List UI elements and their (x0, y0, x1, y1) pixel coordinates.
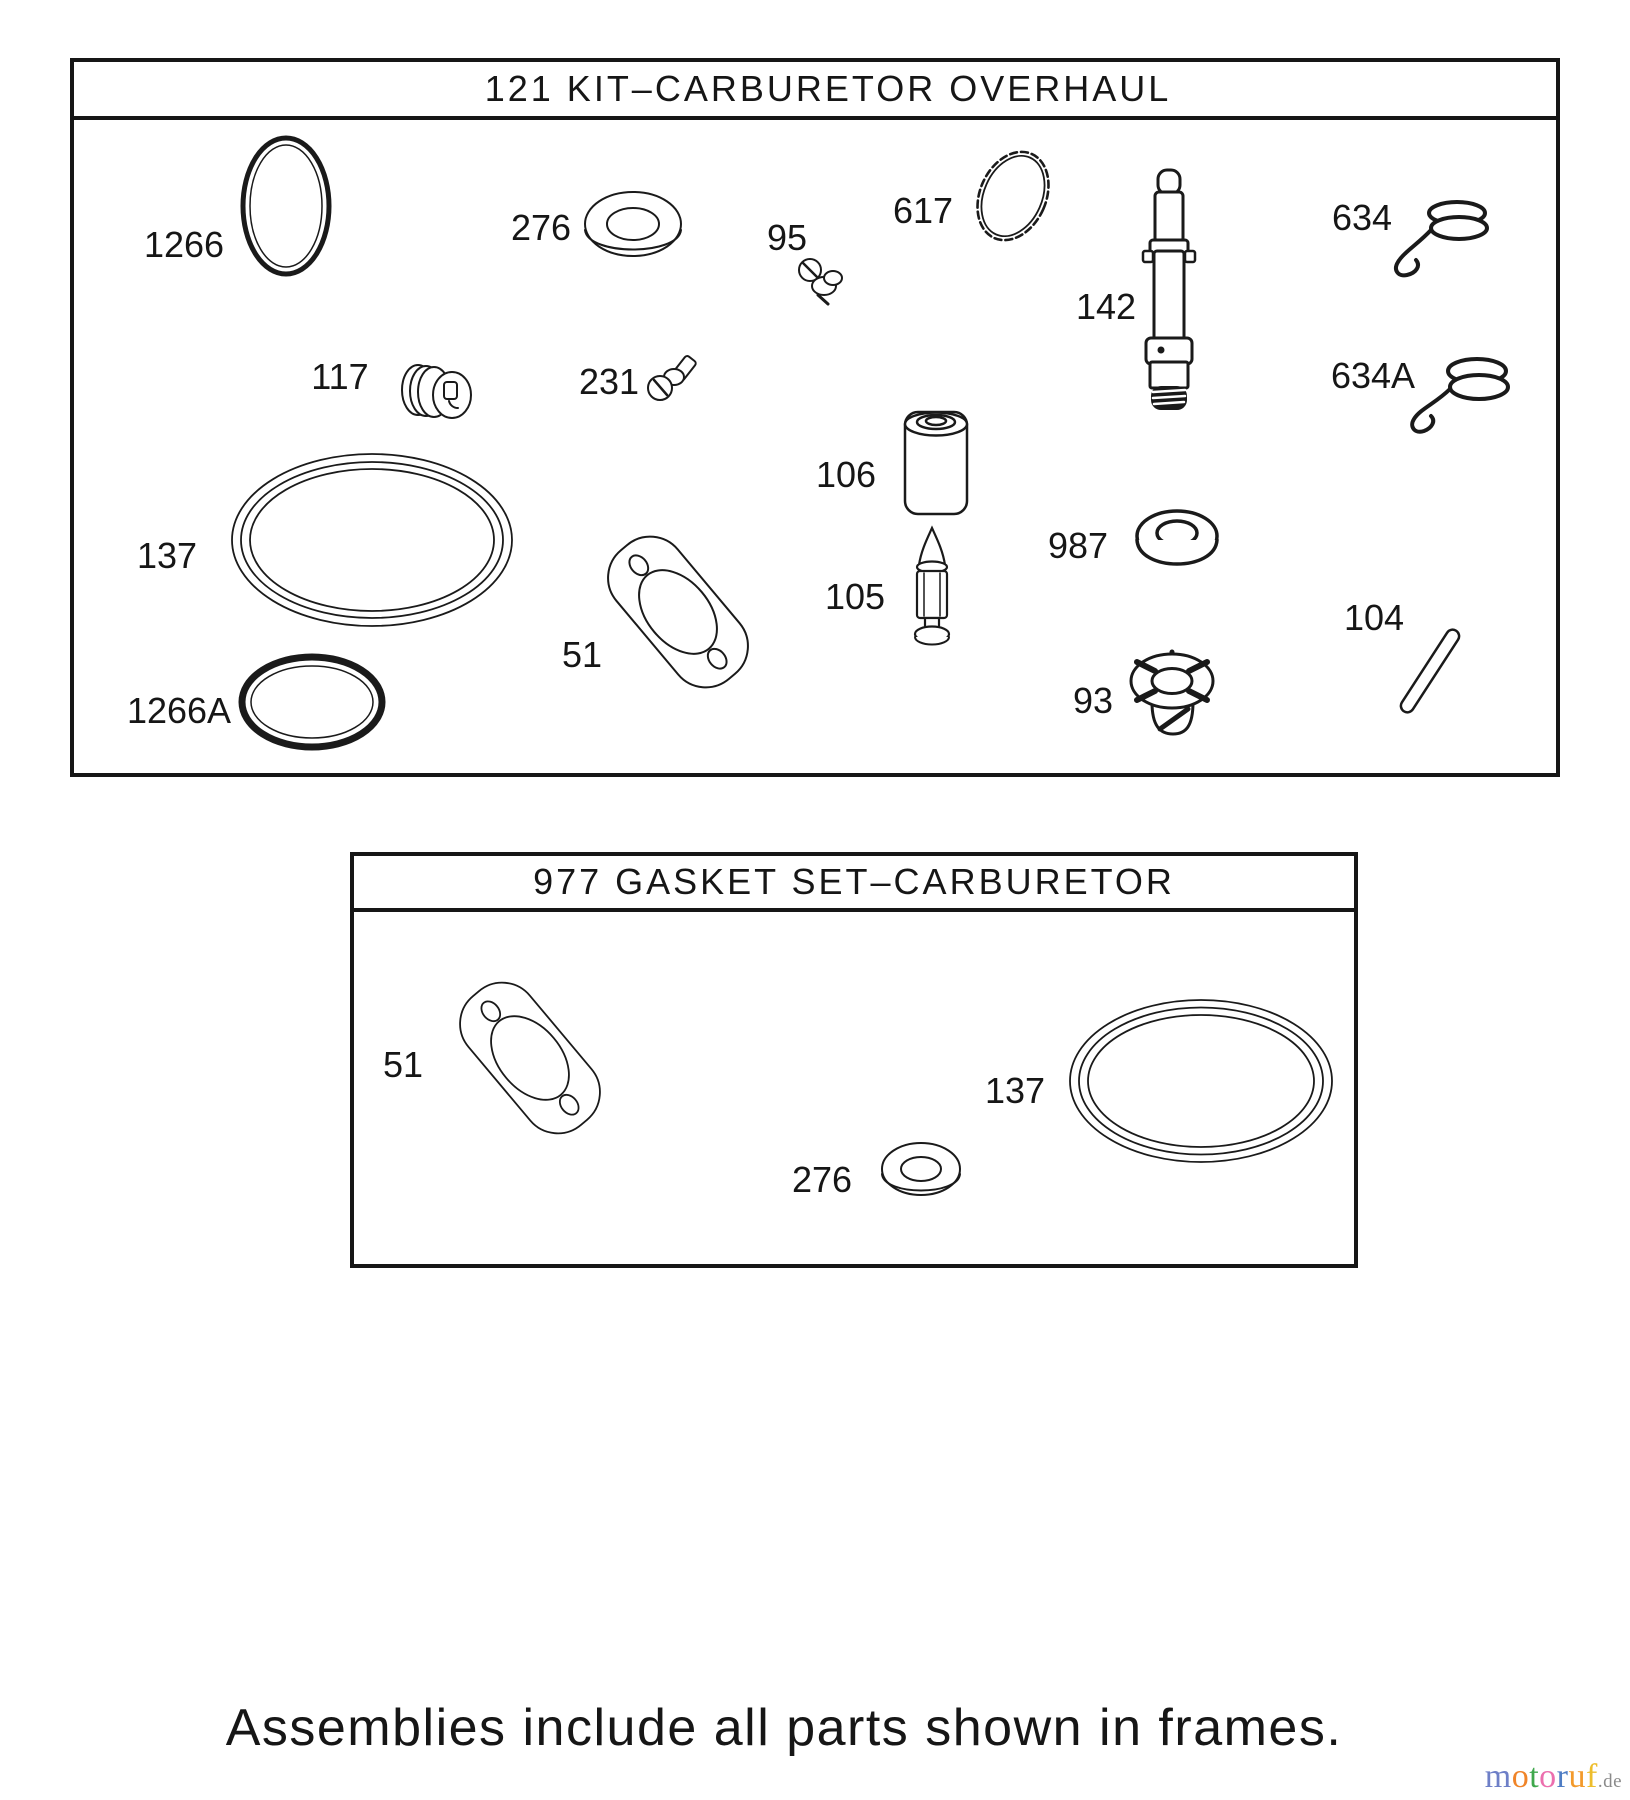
part-label-137: 137 (136, 535, 198, 576)
part-label-617: 617 (892, 190, 954, 231)
watermark-letter: o (1539, 1758, 1557, 1795)
part-label-106: 106 (815, 454, 877, 495)
watermark-suffix: .de (1597, 1771, 1622, 1792)
watermark-letter: m (1484, 1758, 1512, 1795)
part-label-51: 51 (561, 634, 603, 675)
frame2-titlebar (354, 856, 1354, 912)
part-label-276: 276 (510, 207, 572, 248)
part-label-987: 987 (1047, 525, 1109, 566)
footer-note: Assemblies include all parts shown in frames. (225, 1699, 1343, 1757)
watermark-letter: t (1529, 1758, 1540, 1795)
part-label-117: 117 (311, 356, 369, 397)
frame-gasket-set-carburetor (350, 852, 1358, 1268)
part-label-1266a: 1266A (126, 690, 232, 731)
part-label-104: 104 (1343, 597, 1405, 638)
frame-kit-carburetor-overhaul (70, 58, 1560, 777)
part-label-231: 231 (578, 361, 640, 402)
part-label-1266: 1266 (143, 224, 225, 265)
watermark-letter: r (1556, 1758, 1569, 1795)
part-label-276b: 276 (791, 1159, 853, 1200)
watermark-word (1485, 1758, 1598, 1795)
part-label-137b: 137 (984, 1070, 1046, 1111)
watermark-letter: o (1511, 1758, 1530, 1795)
watermark-letter: f (1585, 1758, 1598, 1795)
part-label-105: 105 (824, 576, 886, 617)
part-label-93: 93 (1072, 680, 1114, 721)
part-label-95: 95 (766, 217, 808, 258)
part-label-634a: 634A (1330, 355, 1416, 396)
frame2-title: 977 GASKET SET–CARBURETOR (533, 861, 1175, 902)
frame1-titlebar (74, 62, 1556, 120)
watermark-letter: u (1568, 1758, 1586, 1795)
frame1-title: 121 KIT–CARBURETOR OVERHAUL (484, 68, 1172, 109)
watermark (1485, 1758, 1622, 1796)
part-label-51b: 51 (382, 1044, 424, 1085)
part-label-634: 634 (1331, 197, 1393, 238)
part-label-142: 142 (1075, 286, 1137, 327)
